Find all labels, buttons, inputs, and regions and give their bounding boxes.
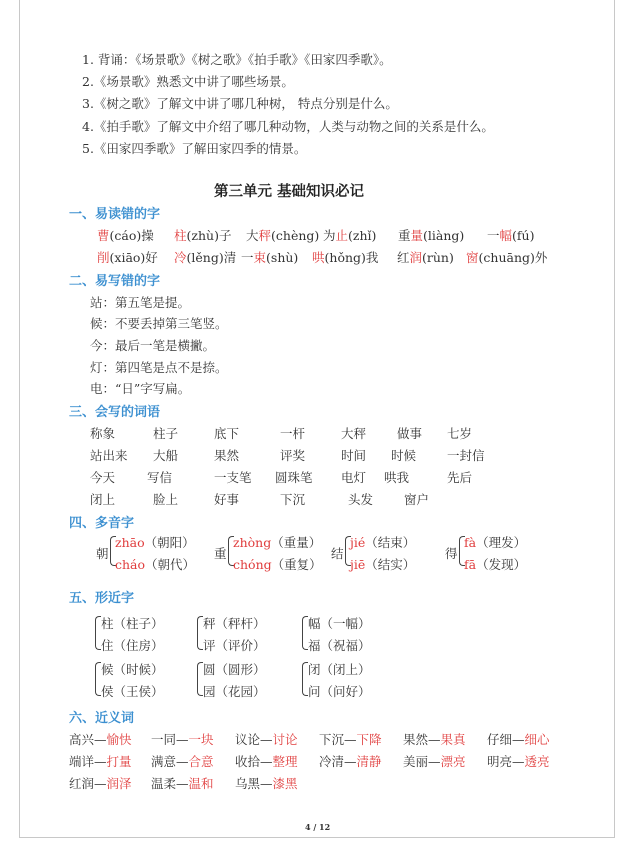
word: 底下: [214, 426, 240, 441]
similar-char: 闭（闭上）: [308, 662, 371, 677]
word: 圆珠笔: [275, 470, 313, 485]
miswritten-line: 灯：第四笔是点不是捺。: [90, 360, 228, 375]
synonym-pair: 温柔—温和: [151, 776, 214, 791]
word: 闭上: [90, 492, 116, 507]
misread-item: 曹(cáo)操: [97, 228, 154, 243]
similar-char: 福（祝福）: [308, 638, 371, 653]
word: 一封信: [447, 448, 485, 463]
section-heading-misread: 一、易读错的字: [69, 207, 161, 222]
page-border-left: [19, 0, 20, 838]
synonym-pair: 果然—果真: [403, 732, 466, 747]
misread-item: 窗(chuāng)外: [466, 250, 548, 265]
similar-char: 园（花园）: [203, 684, 266, 699]
word: 站出来: [90, 448, 128, 463]
similar-char: 住（住房）: [101, 638, 164, 653]
word: 一支笔: [214, 470, 252, 485]
section-heading-polyphone: 四、多音字: [69, 516, 135, 531]
polyphone-reading: jié（结束）: [350, 535, 416, 550]
polyphone-char: 朝: [96, 546, 109, 561]
word: 大船: [153, 448, 179, 463]
similar-char: 侯（王侯）: [101, 684, 164, 699]
synonym-pair: 红润—润泽: [69, 776, 132, 791]
misread-item: 为止(zhǐ): [323, 228, 377, 243]
word: 先后: [447, 470, 473, 485]
requirement-5: 5.《田家四季歌》了解田家四季的情景。: [82, 141, 307, 156]
word: 电灯: [341, 470, 367, 485]
synonym-pair: 高兴—愉快: [69, 732, 132, 747]
word: 时间: [341, 448, 367, 463]
similar-char: 柱（柱子）: [101, 616, 164, 631]
requirement-3: 3.《树之歌》了解文中讲了哪几种树， 特点分别是什么。: [82, 96, 398, 111]
miswritten-line: 今：最后一笔是横撇。: [90, 338, 216, 353]
section-heading-miswritten: 二、易写错的字: [69, 274, 161, 289]
misread-item: 大秤(chèng): [246, 228, 320, 243]
synonym-pair: 美丽—漂亮: [403, 754, 466, 769]
similar-char: 问（问好）: [308, 684, 371, 699]
synonym-pair: 乌黑—漆黑: [235, 776, 298, 791]
synonym-pair: 满意—合意: [151, 754, 214, 769]
section-heading-similar-chars: 五、形近字: [69, 591, 135, 606]
polyphone-reading: fà（理发）: [464, 535, 527, 550]
word: 七岁: [447, 426, 473, 441]
synonym-pair: 议论—讨论: [235, 732, 298, 747]
word: 大秤: [341, 426, 367, 441]
page-number: 4 / 12: [305, 822, 331, 832]
section-heading-words: 三、会写的词语: [69, 405, 161, 420]
requirement-1: 1. 背诵：《场景歌》《树之歌》《拍手歌》《田家四季歌》。: [82, 52, 392, 67]
misread-item: 红润(rùn): [397, 250, 454, 265]
polyphone-char: 得: [445, 546, 458, 561]
miswritten-line: 候：不要丢掉第三笔竖。: [90, 316, 228, 331]
page-border-right: [614, 0, 615, 838]
word: 哄我: [384, 470, 410, 485]
unit-title: 第三单元 基础知识必记: [214, 183, 365, 200]
polyphone-reading: fā（发现）: [464, 557, 527, 572]
word: 柱子: [153, 426, 179, 441]
word: 果然: [214, 448, 240, 463]
misread-item: 柱(zhù)子: [174, 228, 232, 243]
misread-item: 一束(shù): [241, 250, 299, 265]
synonym-pair: 端详—打量: [69, 754, 132, 769]
section-heading-synonyms: 六、近义词: [69, 711, 135, 726]
polyphone-reading: zhāo（朝阳）: [115, 535, 195, 550]
word: 头发: [348, 492, 374, 507]
synonym-pair: 收拾—整理: [235, 754, 298, 769]
similar-char: 幅（一幅）: [308, 616, 371, 631]
polyphone-reading: zhòng（重量）: [233, 535, 322, 550]
word: 称象: [90, 426, 116, 441]
page-border-bottom: [19, 837, 615, 838]
misread-item: 一幅(fú): [487, 228, 535, 243]
word: 今天: [90, 470, 116, 485]
word: 写信: [147, 470, 173, 485]
synonym-pair: 明亮—透亮: [487, 754, 550, 769]
misread-item: 哄(hǒng)我: [312, 250, 379, 265]
word: 脸上: [153, 492, 179, 507]
word: 评奖: [280, 448, 306, 463]
misread-item: 削(xiāo)好: [97, 250, 158, 265]
synonym-pair: 一同—一块: [151, 732, 214, 747]
miswritten-line: 电：“日”字写扁。: [90, 381, 191, 396]
word: 好事: [214, 492, 240, 507]
misread-item: 重量(liàng): [398, 228, 465, 243]
word: 做事: [397, 426, 423, 441]
polyphone-reading: cháo（朝代）: [115, 557, 196, 572]
requirement-2: 2.《场景歌》熟悉文中讲了哪些场景。: [82, 74, 294, 89]
polyphone-reading: jiē（结实）: [350, 557, 416, 572]
synonym-pair: 仔细—细心: [487, 732, 550, 747]
synonym-pair: 冷清—清静: [319, 754, 382, 769]
miswritten-line: 站：第五笔是提。: [90, 295, 191, 310]
word: 窗户: [404, 492, 430, 507]
similar-char: 圆（圆形）: [203, 662, 266, 677]
synonym-pair: 下沉—下降: [319, 732, 382, 747]
polyphone-char: 结: [331, 546, 344, 561]
polyphone-char: 重: [214, 546, 227, 561]
word: 一杆: [280, 426, 306, 441]
polyphone-reading: chóng（重复）: [233, 557, 322, 572]
word: 下沉: [280, 492, 306, 507]
word: 时候: [391, 448, 417, 463]
similar-char: 评（评价）: [203, 638, 266, 653]
similar-char: 秤（秤杆）: [203, 616, 266, 631]
misread-item: 冷(lěng)清: [174, 250, 237, 265]
requirement-4: 4.《拍手歌》了解文中介绍了哪几种动物，人类与动物之间的关系是什么。: [82, 119, 494, 134]
similar-char: 候（时候）: [101, 662, 164, 677]
